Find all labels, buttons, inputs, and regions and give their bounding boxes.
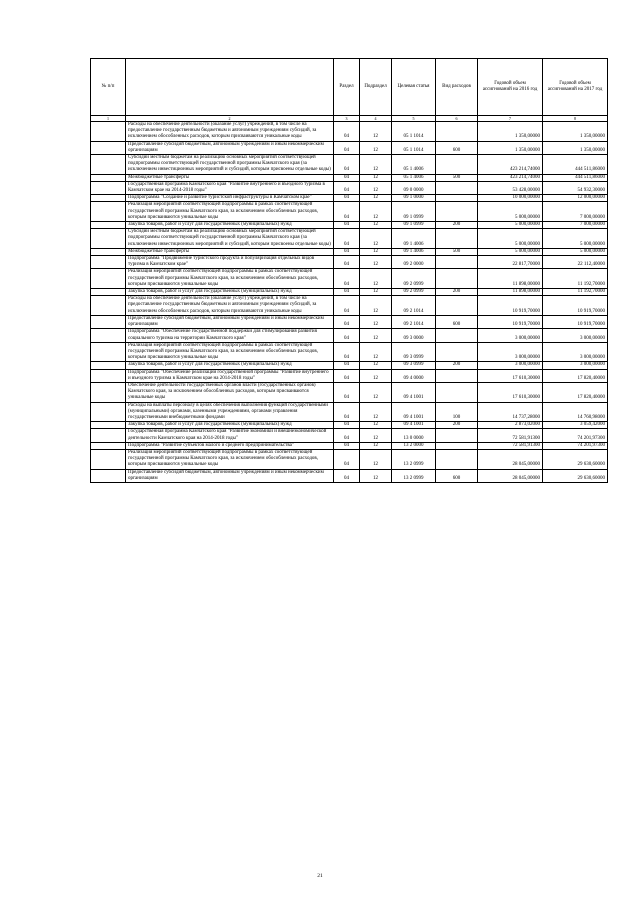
subsection-code-cell: 12	[360, 382, 392, 402]
row-number-cell	[91, 369, 126, 382]
item-name-cell: Предоставление субсидий бюджетным, автономным учреждениям и иным некоммерческим организациям	[126, 315, 334, 328]
target-article-cell: 09 2 0000	[392, 256, 436, 269]
row-number-cell	[91, 181, 126, 194]
section-code-cell: 04	[334, 181, 360, 194]
subsection-code-cell: 12	[360, 202, 392, 222]
column-number: 2	[126, 116, 334, 122]
table-row	[91, 122, 608, 142]
amount-2017-cell: 3 000,00000	[543, 362, 608, 369]
amount-2017-cell: 29 630,60000	[543, 469, 608, 482]
target-article-cell: 09 3 0999	[392, 362, 436, 369]
section-code-cell: 04	[334, 289, 360, 296]
amount-2016-cell: 3 000,00000	[478, 329, 543, 342]
item-name-cell: Закупка товаров, работ и услуг для государственных (муниципальных) нужд	[126, 362, 334, 369]
table-body	[91, 122, 608, 483]
expense-type-cell: 200	[436, 222, 478, 229]
table-row	[91, 202, 608, 222]
row-number-cell	[91, 296, 126, 316]
section-code-cell: 04	[334, 155, 360, 175]
amount-2016-cell: 28 045,00000	[478, 469, 543, 482]
header-cell: № п/п	[91, 59, 126, 116]
amount-2016-cell: 10 000,00000	[478, 195, 543, 202]
subsection-code-cell: 12	[360, 181, 392, 194]
subsection-code-cell: 12	[360, 429, 392, 442]
subsection-code-cell: 12	[360, 155, 392, 175]
item-name-cell: Расходы на обеспечение деятельности (оказание услуг) учреждений, в том числе на предоставление государственным бюджетным и автономным учреждениям субсидий, за исключением обособленных расходов, которым присваиваются уникальные коды	[126, 296, 334, 316]
target-article-cell: 09 2 0999	[392, 269, 436, 289]
expense-type-cell	[436, 369, 478, 382]
amount-2016-cell: 14 737,28000	[478, 402, 543, 422]
header-cell: Раздел	[334, 59, 360, 116]
column-number: 7	[478, 116, 543, 122]
row-number-cell	[91, 362, 126, 369]
row-number-cell	[91, 248, 126, 255]
expense-type-cell	[436, 122, 478, 142]
amount-2016-cell: 5 000,00000	[478, 248, 543, 255]
item-name-cell: Подпрограмма "Обеспечение государственной поддержки для стимулирования развития социального туризма на территории Камчатского края"	[126, 329, 334, 342]
amount-2016-cell: 72 581,91300	[478, 442, 543, 449]
section-code-cell: 04	[334, 442, 360, 449]
row-number-cell	[91, 122, 126, 142]
subsection-code-cell: 12	[360, 296, 392, 316]
amount-2016-cell: 423 214,74000	[478, 155, 543, 175]
table-row	[91, 342, 608, 362]
subsection-code-cell: 12	[360, 122, 392, 142]
table-row	[91, 289, 608, 296]
row-number-cell	[91, 202, 126, 222]
amount-2016-cell: 10 919,70000	[478, 296, 543, 316]
section-code-cell: 04	[334, 369, 360, 382]
row-number-cell	[91, 469, 126, 482]
amount-2016-cell: 28 045,00000	[478, 449, 543, 469]
item-name-cell: Предоставление субсидий бюджетным, автономным учреждениям и иным некоммерческим организациям	[126, 141, 334, 154]
item-name-cell: Реализация мероприятий соответствующей подпрограммы в рамках соответствующей государственной программы Камчатского края, за исключением обособленных расходов, которым присваиваются уникальные коды	[126, 449, 334, 469]
target-article-cell: 05 1 1014	[392, 122, 436, 142]
subsection-code-cell: 12	[360, 315, 392, 328]
subsection-code-cell: 12	[360, 229, 392, 249]
amount-2017-cell: 22 112,40000	[543, 256, 608, 269]
subsection-code-cell: 12	[360, 195, 392, 202]
table-row	[91, 195, 608, 202]
subsection-code-cell: 12	[360, 289, 392, 296]
amount-2017-cell: 3 000,00000	[543, 329, 608, 342]
item-name-cell: Подпрограмма "Обеспечение реализации государственной программы "Развитие внутреннего и въездного туризма в Камчатском крае на 2014-2018 годы"	[126, 369, 334, 382]
expense-type-cell	[436, 342, 478, 362]
item-name-cell: Субсидии местным бюджетам на реализацию основных мероприятий соответствующей подпрограммы соответствующей государственной программы Камчатского края (за исключением инвестиционных мероприятий и субсидий, которым присвоены отдельные коды)	[126, 155, 334, 175]
expense-type-cell	[436, 269, 478, 289]
amount-2016-cell: 53 428,00000	[478, 181, 543, 194]
target-article-cell: 09 3 0999	[392, 342, 436, 362]
item-name-cell: Закупка товаров, работ и услуг для государственных (муниципальных) нужд	[126, 222, 334, 229]
subsection-code-cell: 12	[360, 369, 392, 382]
expense-type-cell: 600	[436, 141, 478, 154]
expense-type-cell	[436, 449, 478, 469]
expense-type-cell	[436, 442, 478, 449]
amount-2017-cell: 74 201,97300	[543, 442, 608, 449]
subsection-code-cell: 12	[360, 174, 392, 181]
amount-2017-cell: 3 059,42000	[543, 422, 608, 429]
subsection-code-cell: 12	[360, 402, 392, 422]
target-article-cell: 09 4 1001	[392, 402, 436, 422]
subsection-code-cell: 12	[360, 422, 392, 429]
target-article-cell: 09 1 0999	[392, 202, 436, 222]
subsection-code-cell: 12	[360, 248, 392, 255]
amount-2017-cell: 54 932,30000	[543, 181, 608, 194]
row-number-cell	[91, 174, 126, 181]
target-article-cell: 09 4 1001	[392, 382, 436, 402]
target-article-cell: 05 1 1014	[392, 141, 436, 154]
item-name-cell: Закупка товаров, работ и услуг для государственных (муниципальных) нужд	[126, 289, 334, 296]
subsection-code-cell: 12	[360, 469, 392, 482]
target-article-cell: 09 0 0000	[392, 181, 436, 194]
row-number-cell	[91, 402, 126, 422]
expense-type-cell	[436, 429, 478, 442]
target-article-cell: 09 4 0000	[392, 369, 436, 382]
amount-2016-cell: 3 000,00000	[478, 342, 543, 362]
subsection-code-cell: 12	[360, 256, 392, 269]
header-cell: Вид расходов	[436, 59, 478, 116]
row-number-cell	[91, 422, 126, 429]
section-code-cell: 04	[334, 449, 360, 469]
subsection-code-cell: 12	[360, 442, 392, 449]
section-code-cell: 04	[334, 222, 360, 229]
expense-type-cell: 500	[436, 248, 478, 255]
subsection-code-cell: 12	[360, 342, 392, 362]
item-name-cell: Расходы на обеспечение деятельности (оказание услуг) учреждений, в том числе на предоставление государственным бюджетным и автономным учреждениям субсидий, за исключением обособленных расходов, которым присваиваются уникальные коды	[126, 122, 334, 142]
section-code-cell: 04	[334, 248, 360, 255]
expense-type-cell: 200	[436, 422, 478, 429]
table-header-row	[91, 59, 608, 116]
section-code-cell: 04	[334, 342, 360, 362]
column-number: 4	[360, 116, 392, 122]
target-article-cell: 13 2 0000	[392, 442, 436, 449]
section-code-cell: 04	[334, 402, 360, 422]
header-cell	[126, 59, 334, 116]
table-row	[91, 296, 608, 316]
amount-2017-cell: 17 820,40000	[543, 382, 608, 402]
header-cell: Подраздел	[360, 59, 392, 116]
item-name-cell: Реализация мероприятий соответствующей подпрограммы в рамках соответствующей государственной программы Камчатского края, за исключением обособленных расходов, которым присваиваются уникальные коды	[126, 269, 334, 289]
row-number-cell	[91, 382, 126, 402]
table-row	[91, 429, 608, 442]
target-article-cell: 09 1 4006	[392, 248, 436, 255]
section-code-cell: 04	[334, 329, 360, 342]
item-name-cell: Подпрограмма "Продвижение туристского продукта и популяризация отдельных видов туризма в Камчатском крае"	[126, 256, 334, 269]
table-row	[91, 222, 608, 229]
table-row	[91, 174, 608, 181]
amount-2017-cell: 17 820,40000	[543, 369, 608, 382]
amount-2017-cell: 444 511,86000	[543, 155, 608, 175]
subsection-code-cell: 12	[360, 449, 392, 469]
table-row	[91, 449, 608, 469]
subsection-code-cell: 12	[360, 269, 392, 289]
section-code-cell: 04	[334, 469, 360, 482]
target-article-cell: 13 2 0999	[392, 469, 436, 482]
amount-2017-cell: 11 192,70000	[543, 269, 608, 289]
section-code-cell: 04	[334, 269, 360, 289]
amount-2017-cell: 10 919,70000	[543, 296, 608, 316]
target-article-cell: 09 1 0999	[392, 222, 436, 229]
section-code-cell: 04	[334, 141, 360, 154]
target-article-cell: 09 4 1001	[392, 422, 436, 429]
row-number-cell	[91, 141, 126, 154]
target-article-cell: 13 2 0999	[392, 449, 436, 469]
page-number: 21	[317, 873, 323, 879]
section-code-cell: 04	[334, 122, 360, 142]
section-code-cell: 04	[334, 422, 360, 429]
item-name-cell: Подпрограмма "Развитие субъектов малого и среднего предпринимательства"	[126, 442, 334, 449]
table-row	[91, 442, 608, 449]
table-row	[91, 269, 608, 289]
table-row	[91, 315, 608, 328]
expense-type-cell	[436, 155, 478, 175]
column-number: 3	[334, 116, 360, 122]
amount-2017-cell: 1 350,00000	[543, 141, 608, 154]
amount-2016-cell: 5 000,00000	[478, 202, 543, 222]
amount-2017-cell: 7 000,00000	[543, 222, 608, 229]
expense-type-cell: 600	[436, 469, 478, 482]
item-name-cell: Реализация мероприятий соответствующей подпрограммы в рамках соответствующей государственной программы Камчатского края, за исключением обособленных расходов, которым присваиваются уникальные коды	[126, 202, 334, 222]
amount-2016-cell: 3 000,00000	[478, 362, 543, 369]
row-number-cell	[91, 289, 126, 296]
target-article-cell: 09 2 1014	[392, 296, 436, 316]
amount-2016-cell: 423 214,74000	[478, 174, 543, 181]
item-name-cell: Государственная программа Камчатского края "Развитие экономики и внешнеэкономической деятельности Камчатского края на 2014-2018 годы"	[126, 429, 334, 442]
amount-2017-cell: 11 192,70000	[543, 289, 608, 296]
section-code-cell: 04	[334, 429, 360, 442]
table-row	[91, 256, 608, 269]
amount-2016-cell: 11 898,00000	[478, 289, 543, 296]
expense-type-cell	[436, 382, 478, 402]
header-cell: Годовой объем ассигнований на 2016 год	[478, 59, 543, 116]
target-article-cell: 09 1 0000	[392, 195, 436, 202]
table-row	[91, 422, 608, 429]
amount-2016-cell: 1 350,00000	[478, 122, 543, 142]
header-cell: Годовой объем ассигнований на 2017 год	[543, 59, 608, 116]
table-row	[91, 229, 608, 249]
expense-type-cell	[436, 202, 478, 222]
row-number-cell	[91, 195, 126, 202]
item-name-cell: Предоставление субсидий бюджетным, автономным учреждениям и иным некоммерческим организациям	[126, 469, 334, 482]
table-row	[91, 248, 608, 255]
item-name-cell: Реализация мероприятий соответствующей подпрограммы в рамках соответствующей государственной программы Камчатского края, за исключением обособленных расходов, которым присваиваются уникальные коды	[126, 342, 334, 362]
section-code-cell: 04	[334, 229, 360, 249]
item-name-cell: Подпрограмма "Создание и развитие туристской инфраструктуры в Камчатском крае"	[126, 195, 334, 202]
item-name-cell: Государственная программа Камчатского края "Развитие внутреннего и въездного туризма в Камчатском крае на 2014-2018 годы"	[126, 181, 334, 194]
target-article-cell: 05 1 4006	[392, 155, 436, 175]
expense-type-cell	[436, 256, 478, 269]
item-name-cell: Межбюджетные трансферты	[126, 174, 334, 181]
amount-2017-cell: 5 000,00000	[543, 229, 608, 249]
amount-2016-cell: 5 000,00000	[478, 222, 543, 229]
section-code-cell: 04	[334, 315, 360, 328]
table-row	[91, 362, 608, 369]
expense-type-cell: 200	[436, 362, 478, 369]
row-number-cell	[91, 269, 126, 289]
item-name-cell: Расходы на выплаты персоналу в целях обеспечения выполнения функций государственными (муниципальными) органами, казенными учреждениями, органами управления государственными внебюджетными фондами	[126, 402, 334, 422]
expense-type-cell: 500	[436, 174, 478, 181]
section-code-cell: 04	[334, 382, 360, 402]
budget-table	[90, 58, 608, 483]
target-article-cell: 09 3 0000	[392, 329, 436, 342]
expense-type-cell	[436, 329, 478, 342]
column-number: 8	[543, 116, 608, 122]
item-name-cell: Закупка товаров, работ и услуг для государственных (муниципальных) нужд	[126, 422, 334, 429]
item-name-cell: Межбюджетные трансферты	[126, 248, 334, 255]
subsection-code-cell: 12	[360, 141, 392, 154]
row-number-cell	[91, 442, 126, 449]
table-row	[91, 141, 608, 154]
row-number-cell	[91, 315, 126, 328]
table-row	[91, 469, 608, 482]
target-article-cell: 05 1 4006	[392, 174, 436, 181]
table-row	[91, 181, 608, 194]
column-number: 1	[91, 116, 126, 122]
table-row	[91, 369, 608, 382]
section-code-cell: 04	[334, 256, 360, 269]
target-article-cell: 09 1 4006	[392, 229, 436, 249]
target-article-cell: 09 2 0999	[392, 289, 436, 296]
section-code-cell: 04	[334, 202, 360, 222]
section-code-cell: 04	[334, 195, 360, 202]
row-number-cell	[91, 256, 126, 269]
target-article-cell: 13 0 0000	[392, 429, 436, 442]
section-code-cell: 04	[334, 362, 360, 369]
item-name-cell: Обеспечение деятельности государственных органов власти (государственных органов) Камчатского края, за исключением обособленных расходов, которым присваиваются уникальные коды	[126, 382, 334, 402]
amount-2016-cell: 17 610,30000	[478, 369, 543, 382]
subsection-code-cell: 12	[360, 329, 392, 342]
table-row	[91, 382, 608, 402]
amount-2016-cell: 22 817,70000	[478, 256, 543, 269]
amount-2016-cell: 1 350,00000	[478, 141, 543, 154]
header-cell: Целевая статья	[392, 59, 436, 116]
subsection-code-cell: 12	[360, 362, 392, 369]
expense-type-cell	[436, 181, 478, 194]
amount-2016-cell: 17 610,30000	[478, 382, 543, 402]
column-number: 5	[392, 116, 436, 122]
amount-2017-cell: 14 760,98000	[543, 402, 608, 422]
target-article-cell: 09 2 1014	[392, 315, 436, 328]
column-number: 6	[436, 116, 478, 122]
amount-2017-cell: 5 000,00000	[543, 248, 608, 255]
amount-2017-cell: 7 000,00000	[543, 202, 608, 222]
expense-type-cell: 100	[436, 402, 478, 422]
amount-2017-cell: 29 630,60000	[543, 449, 608, 469]
expense-type-cell	[436, 229, 478, 249]
table-row	[91, 402, 608, 422]
amount-2017-cell: 3 000,00000	[543, 342, 608, 362]
amount-2016-cell: 11 898,00000	[478, 269, 543, 289]
amount-2017-cell: 74 201,97300	[543, 429, 608, 442]
amount-2017-cell: 1 350,00000	[543, 122, 608, 142]
table-row	[91, 155, 608, 175]
amount-2017-cell: 10 919,70000	[543, 315, 608, 328]
amount-2017-cell: 444 511,86000	[543, 174, 608, 181]
section-code-cell: 04	[334, 296, 360, 316]
row-number-cell	[91, 229, 126, 249]
expense-type-cell: 600	[436, 315, 478, 328]
row-number-cell	[91, 155, 126, 175]
row-number-cell	[91, 329, 126, 342]
row-number-cell	[91, 449, 126, 469]
expense-type-cell	[436, 195, 478, 202]
amount-2016-cell: 10 919,70000	[478, 315, 543, 328]
section-code-cell: 04	[334, 174, 360, 181]
budget-table-sheet	[90, 58, 607, 483]
table-row	[91, 329, 608, 342]
amount-2016-cell: 72 581,91300	[478, 429, 543, 442]
subsection-code-cell: 12	[360, 222, 392, 229]
row-number-cell	[91, 429, 126, 442]
amount-2016-cell: 2 873,02000	[478, 422, 543, 429]
item-name-cell: Субсидии местным бюджетам на реализацию основных мероприятий соответствующей подпрограммы соответствующей государственной программы Камчатского края (за исключением инвестиционных мероприятий и субсидий, которым присвоены отдельные коды)	[126, 229, 334, 249]
amount-2016-cell: 5 000,00000	[478, 229, 543, 249]
row-number-cell	[91, 222, 126, 229]
row-number-cell	[91, 342, 126, 362]
amount-2017-cell: 12 000,00000	[543, 195, 608, 202]
expense-type-cell	[436, 296, 478, 316]
expense-type-cell: 200	[436, 289, 478, 296]
